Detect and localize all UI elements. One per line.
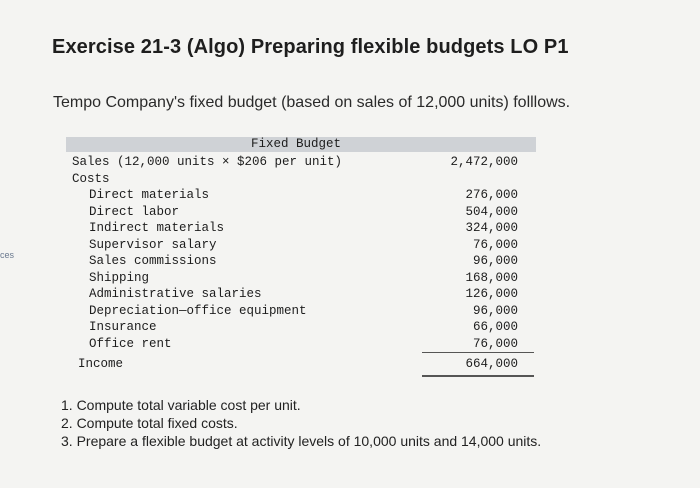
question-item: 3. Prepare a flexible budget at activity levels of 10,000 units and 14,000 units. (61, 433, 542, 449)
cost-label: Insurance (89, 320, 157, 334)
cost-amount: 276,000 (465, 188, 518, 202)
cost-row-indirect-materials (66, 220, 536, 237)
cost-row-depreciation (66, 303, 536, 320)
intro-text: Tempo Company's fixed budget (based on sales of 12,000 units) folllows. (53, 94, 571, 111)
sales-amount: 2,472,000 (450, 155, 518, 169)
cost-row-supervisor-salary (66, 237, 536, 254)
cost-amount: 168,000 (465, 270, 518, 285)
cost-amount: 324,000 (465, 221, 518, 235)
cost-row-office-rent (66, 336, 536, 353)
cost-amount: 76,000 (472, 237, 518, 252)
cost-label: Direct labor (89, 204, 180, 219)
cost-row-direct-materials (66, 187, 536, 204)
cost-amount: 504,000 (465, 204, 518, 219)
income-row (66, 356, 536, 373)
sales-label: Sales (12,000 units × $206 per unit) (72, 155, 343, 169)
cost-amount: 76,000 (472, 336, 518, 351)
cost-amount: 96,000 (472, 303, 518, 318)
sales-row (66, 154, 536, 171)
costs-label: Costs (72, 171, 110, 186)
cost-amount: 66,000 (472, 320, 518, 334)
page-title: Exercise 21-3 (Algo) Preparing flexible budgets LO P1 (52, 36, 569, 58)
cost-label: Depreciation—office equipment (89, 303, 307, 318)
cost-amount: 96,000 (472, 254, 518, 268)
cost-row-direct-labor (66, 204, 536, 221)
question-item: 1. Compute total variable cost per unit. (61, 397, 301, 413)
cost-label: Office rent (89, 336, 172, 351)
cost-label: Direct materials (89, 188, 210, 202)
costs-heading-row (66, 171, 536, 188)
income-amount: 664,000 (465, 357, 518, 371)
fixed-budget-table (66, 137, 536, 373)
cost-row-shipping (66, 270, 536, 287)
question-list (61, 396, 541, 450)
cost-label: Supervisor salary (89, 237, 217, 252)
cost-label: Shipping (89, 270, 150, 285)
income-label: Income (78, 357, 124, 371)
cost-row-insurance (66, 319, 536, 336)
question-item: 2. Compute total fixed costs. (61, 415, 238, 431)
cost-row-sales-commissions (66, 253, 536, 270)
total-rule (422, 375, 534, 377)
cost-row-administrative-salaries (66, 286, 536, 303)
cost-label: Indirect materials (89, 221, 225, 235)
side-tab-label[interactable]: ces (0, 250, 15, 260)
cost-label: Sales commissions (89, 254, 217, 268)
cost-label: Administrative salaries (89, 287, 262, 301)
cost-amount: 126,000 (465, 287, 518, 301)
table-header: Fixed Budget (66, 137, 536, 152)
subtotal-rule (422, 352, 534, 353)
